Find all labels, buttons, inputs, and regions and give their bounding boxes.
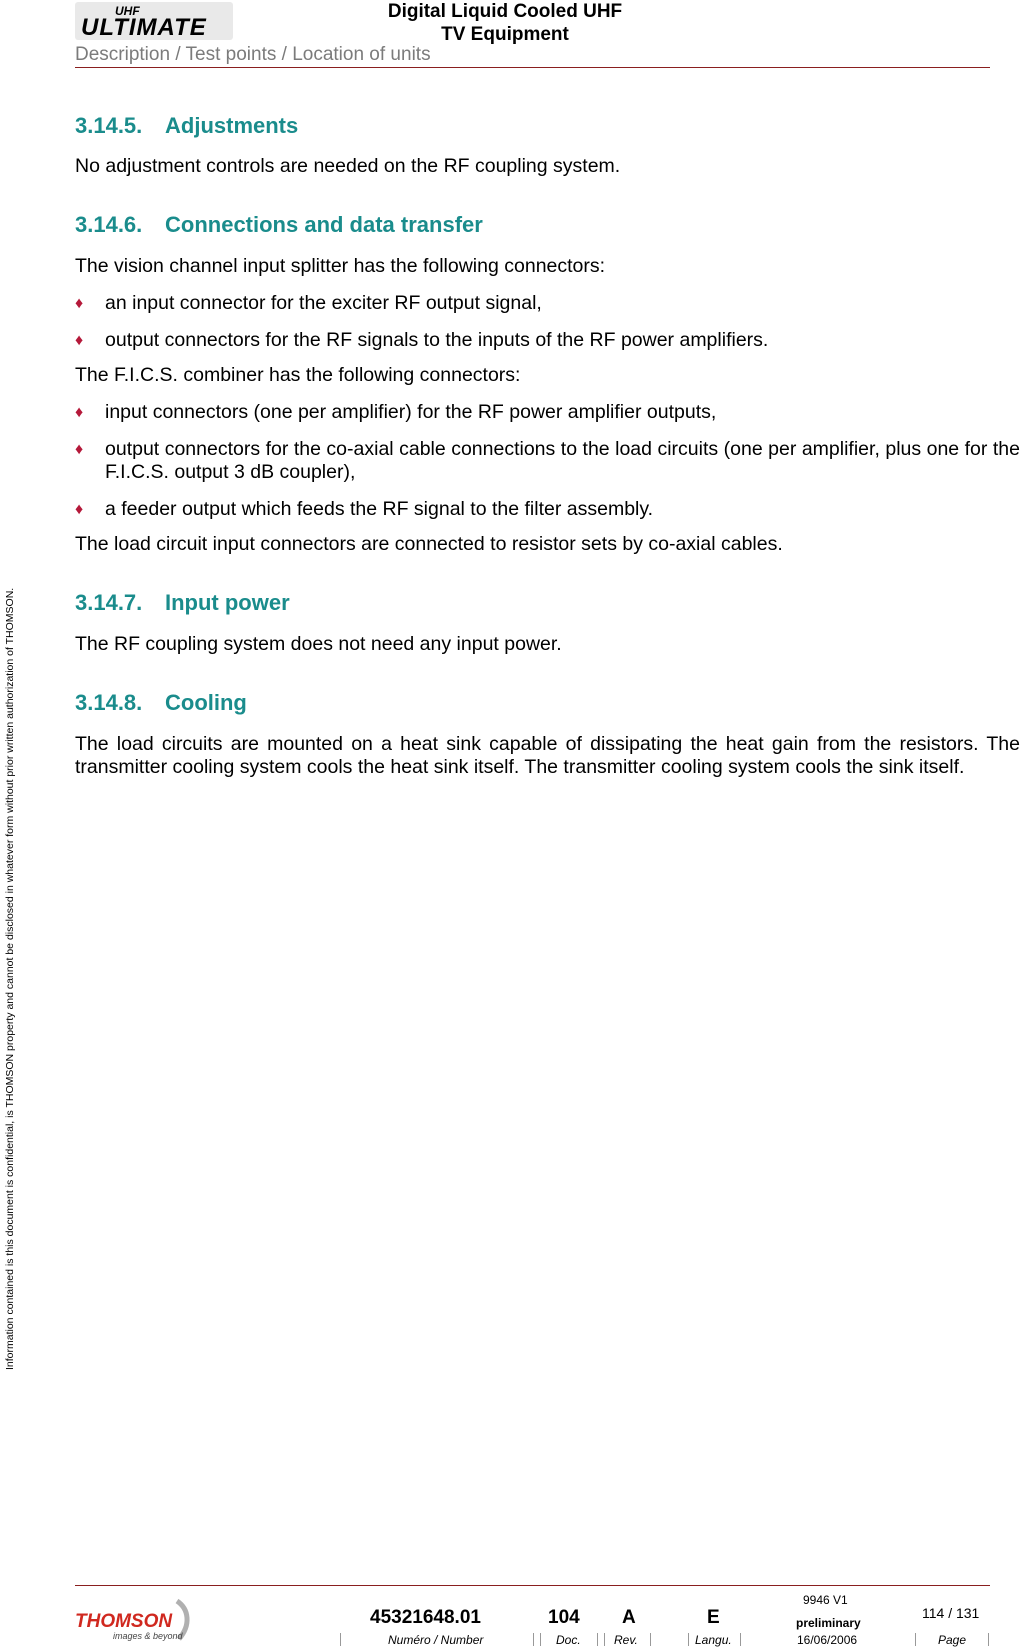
thomson-logo — [75, 1595, 195, 1643]
version-label: 9946 V1 — [803, 1593, 848, 1607]
date-label: 16/06/2006 — [797, 1633, 858, 1647]
section-number: 3.14.7. — [75, 590, 143, 615]
header-subtitle: Description / Test points / Location of units — [75, 44, 431, 65]
logo-top-text: UHF — [115, 4, 140, 18]
cooling-text: The load circuits are mounted on a heat sink capable of dissipating the heat gain from the resistors. The transmitter cooling system cools the heat sink itself. The transmitter cooling system cools the sink itself. — [75, 733, 1020, 778]
footer-separator — [688, 1633, 689, 1646]
confidentiality-note: Information contained is this document is confidential, is THOMSON property and cannot be disclosed in whatever form without prior written authorization of THOMSON. — [4, 587, 16, 1370]
number-label: Numéro / Number — [388, 1633, 484, 1647]
footer-separator — [604, 1633, 605, 1646]
footer-separator — [540, 1633, 541, 1646]
langu-label: Langu. — [695, 1633, 732, 1647]
footer-separator — [988, 1633, 989, 1646]
splitter-connector-list — [75, 292, 1020, 352]
footer-separator — [915, 1633, 916, 1646]
diamond-bullet-icon: ♦ — [75, 332, 84, 349]
footer-divider — [75, 1585, 990, 1586]
rev-label: Rev. — [614, 1633, 638, 1647]
title-line-2: TV Equipment — [441, 24, 569, 45]
page-number: 114 / 131 — [922, 1605, 980, 1621]
input-power-text: The RF coupling system does not need any input power. — [75, 633, 562, 655]
combiner-intro: The F.I.C.S. combiner has the following connectors: — [75, 364, 521, 386]
footer-separator — [740, 1633, 741, 1646]
section-title: Cooling — [165, 690, 247, 715]
heading-adjustments — [75, 113, 1020, 139]
footer-separator — [597, 1633, 598, 1646]
language-code: E — [707, 1607, 720, 1628]
section-title: Adjustments — [165, 113, 299, 138]
section-number: 3.14.6. — [75, 212, 143, 237]
header-title — [380, 0, 630, 46]
logo-main-text: ULTIMATE — [81, 14, 207, 40]
ultimate-logo — [75, 2, 233, 40]
list-item: ♦ input connectors (one per amplifier) for the RF power amplifier outputs, — [75, 401, 717, 423]
revision: A — [622, 1607, 636, 1628]
section-title: Input power — [165, 590, 290, 615]
document-number: 45321648.01 — [370, 1607, 481, 1628]
list-item: ♦ output connectors for the co-axial cable connections to the load circuits (one per amplifier, plus one for the F.I.C.S. output 3 dB coupler), — [75, 438, 1020, 483]
thomson-tagline: images & beyond — [113, 1631, 183, 1641]
page-label: Page — [938, 1633, 967, 1647]
heading-cooling — [75, 690, 1020, 716]
header-divider — [75, 67, 990, 68]
page-content — [75, 100, 1020, 779]
load-circuit-text: The load circuit input connectors are connected to resistor sets by co-axial cables. — [75, 533, 783, 555]
heading-connections — [75, 212, 1020, 238]
diamond-bullet-icon: ♦ — [75, 441, 84, 458]
diamond-bullet-icon: ♦ — [75, 295, 84, 312]
doc-code: 104 — [548, 1607, 580, 1628]
splitter-intro: The vision channel input splitter has the following connectors: — [75, 255, 606, 277]
status-label: preliminary — [796, 1616, 861, 1630]
diamond-bullet-icon: ♦ — [75, 404, 84, 421]
combiner-connector-list — [75, 401, 1020, 521]
footer-separator — [650, 1633, 651, 1646]
list-item: ♦ a feeder output which feeds the RF signal to the filter assembly. — [75, 498, 654, 520]
footer-separator — [340, 1633, 341, 1646]
title-line-1: Digital Liquid Cooled UHF — [387, 1, 623, 22]
footer-separator — [533, 1633, 534, 1646]
heading-input-power — [75, 590, 1020, 616]
adjustments-text: No adjustment controls are needed on the RF coupling system. — [75, 155, 621, 177]
section-number: 3.14.5. — [75, 113, 143, 138]
doc-label: Doc. — [556, 1633, 581, 1647]
section-title: Connections and data transfer — [165, 212, 483, 237]
section-number: 3.14.8. — [75, 690, 143, 715]
diamond-bullet-icon: ♦ — [75, 501, 84, 518]
thomson-brand-text: THOMSON — [75, 1611, 173, 1632]
list-item: ♦ output connectors for the RF signals to the inputs of the RF power amplifiers. — [75, 329, 769, 351]
list-item: ♦ an input connector for the exciter RF output signal, — [75, 292, 542, 314]
